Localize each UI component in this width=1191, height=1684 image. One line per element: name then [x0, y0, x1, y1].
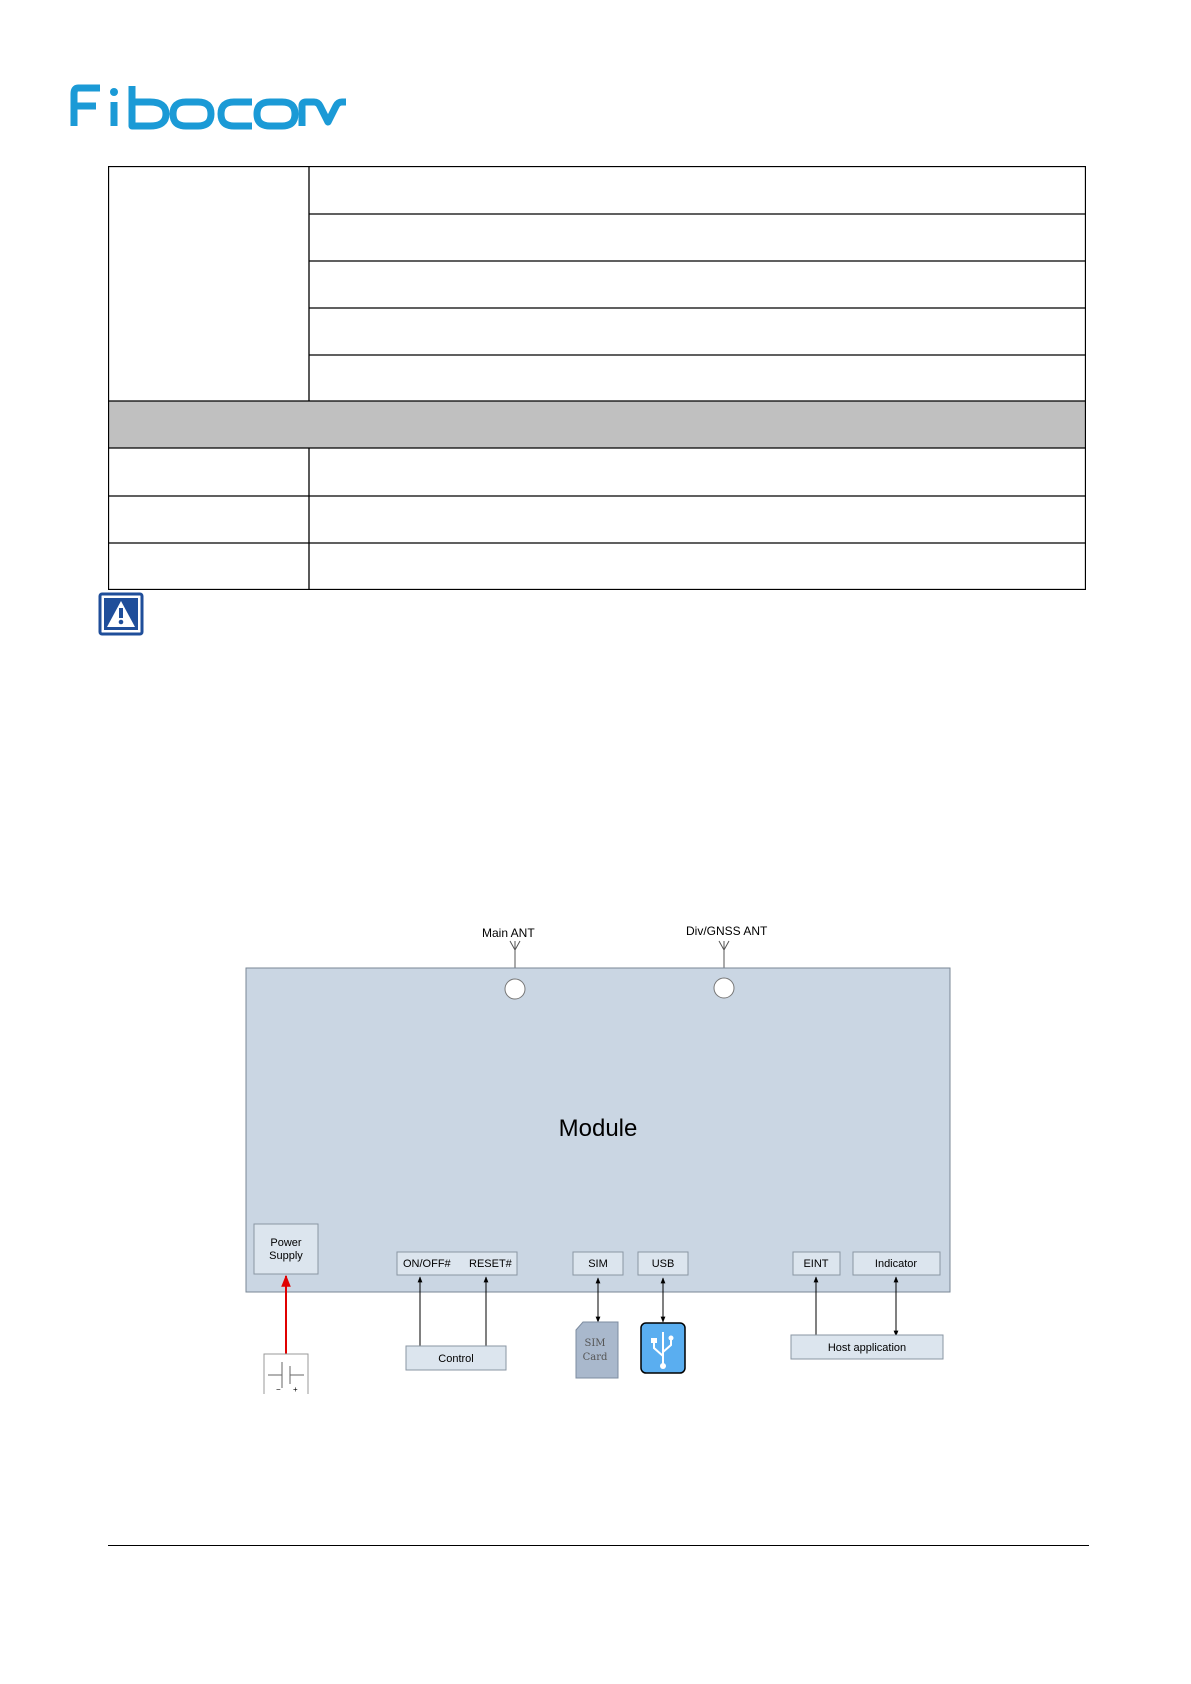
svg-text:−: −: [276, 1385, 281, 1394]
div-gnss-ant-label: Div/GNSS ANT: [686, 924, 768, 938]
module-label: Module: [558, 1115, 638, 1142]
svg-text:Card: Card: [582, 1352, 608, 1363]
warning-icon: [98, 592, 144, 636]
power-label-line1: Power: [270, 1237, 302, 1249]
table-section-header: [108, 401, 1086, 448]
main-antenna-icon: [510, 941, 520, 970]
table-grid: [108, 166, 1086, 590]
spec-table: [108, 166, 1086, 590]
reset-label: RESET#: [469, 1258, 512, 1270]
main-ant-label: Main ANT: [482, 926, 535, 940]
power-label-line2: Supply: [269, 1250, 303, 1262]
fibocom-logo: [70, 84, 350, 134]
div-ant-port: [714, 978, 734, 998]
battery-icon: [264, 1354, 308, 1394]
usb-label: USB: [651, 1258, 675, 1270]
footer-divider: [108, 1545, 1089, 1546]
control-label: Control: [438, 1353, 474, 1365]
sim-card-icon: [576, 1322, 618, 1378]
div-antenna-icon: [719, 941, 729, 968]
svg-text:+: +: [293, 1385, 298, 1394]
on-off-label: ON/OFF#: [403, 1258, 451, 1270]
svg-text:SIM: SIM: [584, 1338, 606, 1349]
usb-icon: [641, 1323, 685, 1373]
eint-label: EINT: [803, 1258, 829, 1270]
sim-label: SIM: [588, 1258, 608, 1270]
main-ant-port: [505, 979, 525, 999]
block-diagram: [240, 918, 960, 1394]
indicator-label: Indicator: [874, 1258, 918, 1270]
power-supply-box: [254, 1224, 318, 1274]
host-application-label: Host application: [827, 1342, 907, 1354]
